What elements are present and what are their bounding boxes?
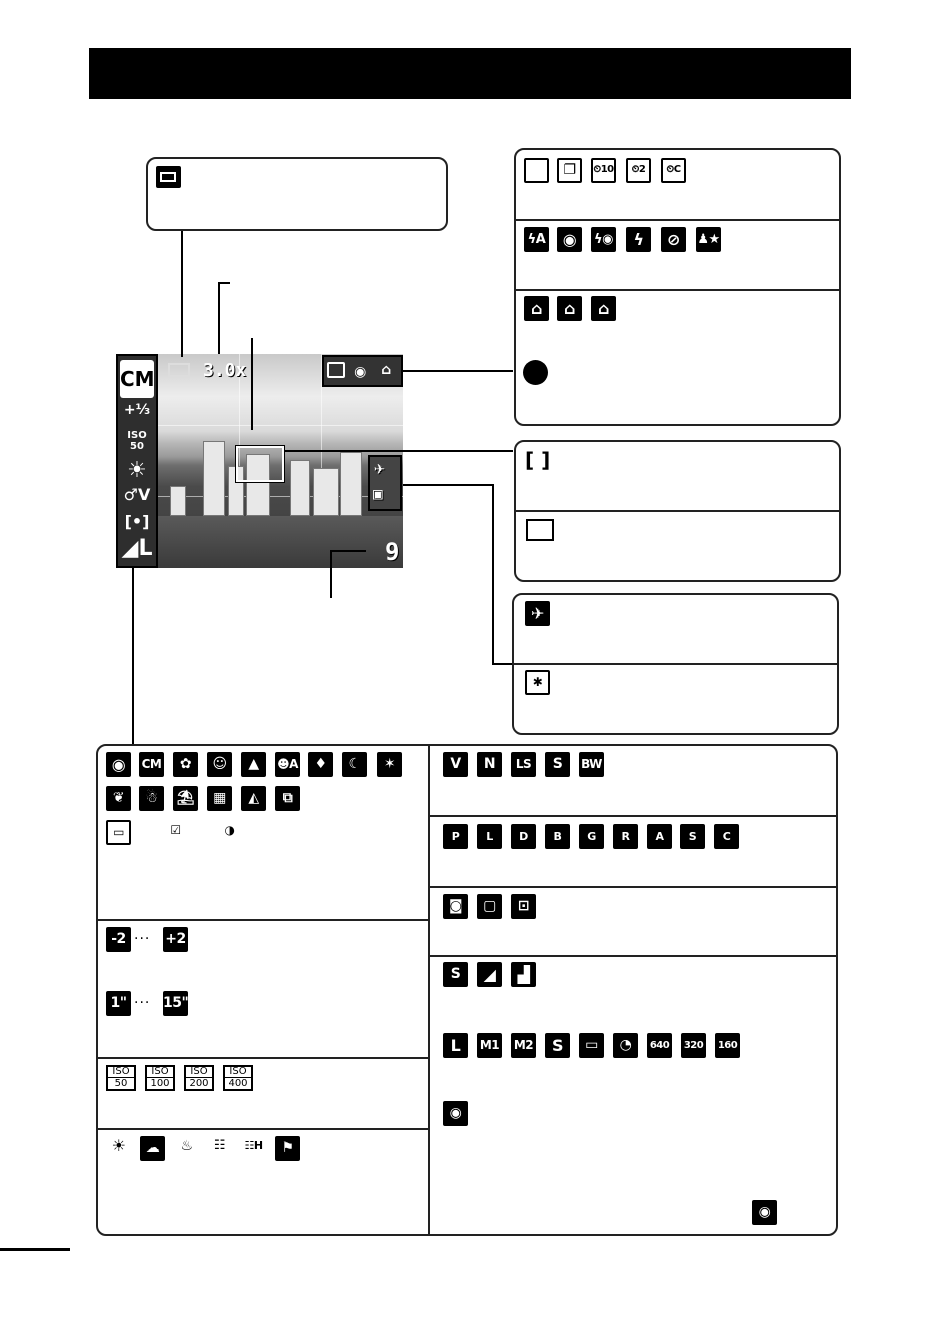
self-timer-10-icon: ⏲10 — [591, 158, 616, 183]
custom-color-s-icon: S — [680, 824, 705, 849]
daylight-icon: ☀ — [106, 1136, 131, 1161]
size-m2-icon: M2 — [511, 1033, 536, 1058]
cloudy-icon: ☁ — [140, 1136, 165, 1161]
my-colors-vivid-icon: V — [443, 752, 468, 777]
tungsten-icon: ♨ — [174, 1136, 199, 1161]
fluorescent-icon: ☷ — [207, 1136, 232, 1161]
slow-sync-icon: ♟★ — [696, 227, 721, 252]
single-shot-small-icon — [327, 362, 345, 378]
my-colors-ls-icon: LS — [511, 752, 536, 777]
macro-mode-icon: ✿ — [173, 752, 198, 777]
iso-400-icon: ISO 400 — [223, 1065, 253, 1091]
airplane-small-icon: ✈ — [374, 458, 385, 479]
self-timer-2-icon: ⏲2 — [626, 158, 651, 183]
battery-callout — [146, 157, 448, 231]
evaluative-metering-icon: ◙ — [443, 894, 468, 919]
ellipsis: ··· — [134, 931, 151, 947]
snow-icon: ☃ — [139, 786, 164, 811]
exposure-minus-icon: -2 — [106, 927, 131, 952]
airplane-icon: ✈ — [525, 601, 550, 626]
af-frame-bracket-icon: [ ] — [525, 448, 551, 472]
movie-640-icon: 640 — [647, 1033, 672, 1058]
underwater-icon: ◭ — [241, 786, 266, 811]
record-dot-icon — [523, 360, 548, 385]
normal-icon: ▟ — [511, 962, 536, 987]
my-colors-bw-icon: BW — [579, 752, 604, 777]
aquarium-icon: ▦ — [207, 786, 232, 811]
my-colors-sepia-icon: S — [545, 752, 570, 777]
custom-color-b-icon: B — [545, 824, 570, 849]
fine-icon: ◢ — [477, 962, 502, 987]
iso-200-icon: ISO 200 — [184, 1065, 214, 1091]
custom-color-g-icon: G — [579, 824, 604, 849]
postcard-icon: ▭ — [579, 1033, 604, 1058]
exposure-plus-icon: +2 — [163, 927, 188, 952]
custom-color-a-icon: A — [647, 824, 672, 849]
camera-shake-icon-1: ⌂ — [524, 296, 549, 321]
cm-mode-icon: CM — [139, 752, 164, 777]
battery-indicator — [168, 363, 190, 377]
custom-color-d-icon: D — [511, 824, 536, 849]
landscape-mode-icon: ▲ — [241, 752, 266, 777]
fluorescent-h-icon: ☷H — [241, 1136, 266, 1161]
dst-icon: ✱ — [525, 670, 550, 695]
page-title-bar — [89, 48, 851, 99]
size-m1-icon: M1 — [477, 1033, 502, 1058]
shots-remaining: 9 — [385, 538, 400, 566]
camera-shake-icon-2: ⌂ — [557, 296, 582, 321]
image-size-icon: ◢L — [121, 536, 153, 561]
stabilizer-icon-small: ◉ — [752, 1200, 777, 1225]
movie-160-icon: 160 — [715, 1033, 740, 1058]
red-eye-flash-icon: ϟ◉ — [591, 227, 616, 252]
center-weighted-metering-icon: ▢ — [477, 894, 502, 919]
foliage-icon: ❦ — [106, 786, 131, 811]
date-stamp-icon: ◔ — [613, 1033, 638, 1058]
auto-mode-icon: ◉ — [106, 752, 131, 777]
shutter-max-icon: 15" — [163, 991, 188, 1016]
single-shot-icon — [524, 158, 549, 183]
beach-icon: ⛱ — [173, 786, 198, 811]
iso-icon: ISO 50 — [127, 430, 147, 452]
flash-off-icon: ⊘ — [661, 227, 686, 252]
red-eye-small-icon: ◉ — [349, 360, 371, 380]
custom-color-p-icon: P — [443, 824, 468, 849]
custom-color-l-icon: L — [477, 824, 502, 849]
red-eye-icon: ◉ — [557, 227, 582, 252]
dst-small-icon: ▣ — [373, 484, 383, 503]
color-accent-icon: ☑ — [163, 820, 188, 845]
size-l-icon: L — [443, 1033, 468, 1058]
battery-icon — [156, 166, 181, 188]
metering-icon: [•] — [124, 512, 150, 531]
flash-on-icon: ϟ — [626, 227, 651, 252]
night-mode-icon: ☾ — [342, 752, 367, 777]
movie-320-icon: 320 — [681, 1033, 706, 1058]
stitch-assist-icon: ⧉ — [275, 786, 300, 811]
camera-shake-icon-3: ⌂ — [591, 296, 616, 321]
custom-wb-icon: ⚑ — [275, 1136, 300, 1161]
camera-shake-small-icon: ⌂ — [376, 358, 396, 380]
page-edge-mark — [0, 1248, 70, 1251]
settings-table — [96, 744, 838, 1236]
af-frame-square-icon — [526, 519, 554, 541]
sun-icon: ☀ — [127, 458, 147, 483]
my-colors-neutral-icon: N — [477, 752, 502, 777]
size-s-icon: S — [545, 1033, 570, 1058]
zoom-readout: 3.0x — [203, 360, 247, 381]
superfine-icon: S — [443, 962, 468, 987]
exposure-comp-text: +⅓ — [123, 402, 151, 418]
iso-100-icon: ISO 100 — [145, 1065, 175, 1091]
movie-mode-icon: ▭ — [106, 820, 131, 845]
ellipsis: ··· — [134, 995, 151, 1011]
scene-mode-icon: CM — [120, 360, 154, 398]
af-frame — [236, 446, 284, 482]
custom-timer-icon: ⏲C — [661, 158, 686, 183]
continuous-icon: ❐ — [557, 158, 582, 183]
kids-mode-icon: ☻A — [275, 752, 300, 777]
my-colors-icon: ♂V — [123, 485, 151, 504]
custom-color-c-icon: C — [714, 824, 739, 849]
flash-auto-icon: ϟA — [524, 227, 549, 252]
indoor-mode-icon: ♦ — [308, 752, 333, 777]
fireworks-icon: ✶ — [377, 752, 402, 777]
stabilizer-icon: ◉ — [443, 1101, 468, 1126]
spot-metering-icon: ⊡ — [511, 894, 536, 919]
shutter-min-icon: 1" — [106, 991, 131, 1016]
portrait-mode-icon: ☺ — [207, 752, 232, 777]
iso-50-icon: ISO 50 — [106, 1065, 136, 1091]
color-swap-icon: ◑ — [217, 820, 242, 845]
custom-color-r-icon: R — [613, 824, 638, 849]
drive-flash-callout — [514, 148, 841, 426]
